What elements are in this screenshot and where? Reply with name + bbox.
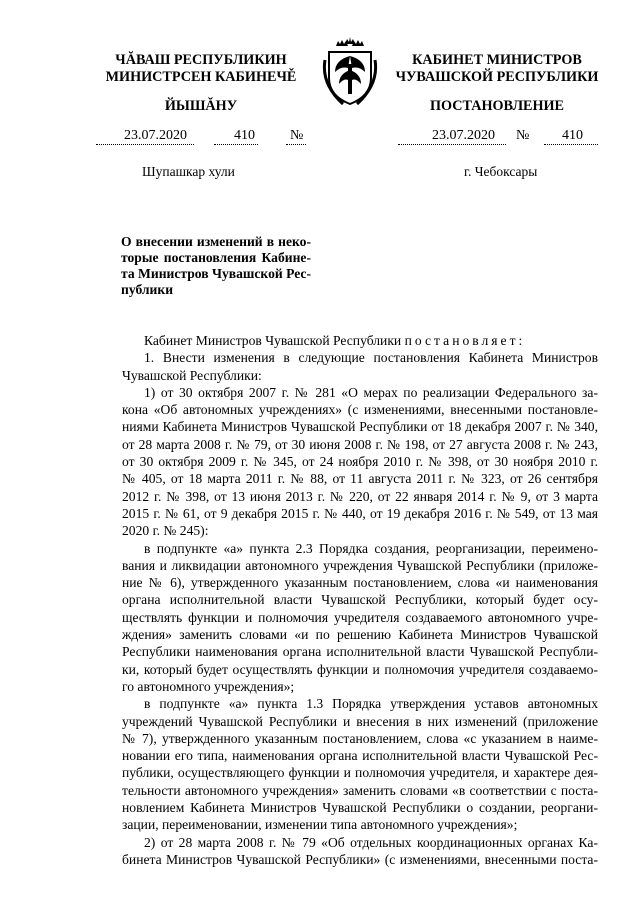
body-line: в подпункте «а» пункта 2.3 Порядка создания, реорганизации, переимено- bbox=[144, 540, 598, 556]
body-line: ние № 6), утвержденного указанным постановлением, слова «и наименования bbox=[122, 575, 598, 591]
header-left-line-1: ЧĂВАШ РЕСПУБЛИКИН bbox=[115, 52, 287, 68]
body-line: ки, который будет осуществлять функции и полномочия учредителя создаваемо- bbox=[122, 661, 598, 677]
body-line: публики, осуществляющего функции и полномочия учредителя, и характере дея- bbox=[122, 765, 598, 781]
body-line: кона «Об автономных учреждениях» (с изменениями, внесенными постановле- bbox=[122, 402, 598, 418]
body-line: от 30 октября 2009 г. № 345, от 24 ноября 2010 г. № 398, от 30 ноября 2010 г. bbox=[122, 454, 598, 470]
body-line: 1) от 30 октября 2007 г. № 281 «О мерах по реализации Федерального за- bbox=[144, 384, 598, 400]
chuvashia-coat-of-arms-icon bbox=[321, 36, 379, 108]
header-left-title: ЙЫШĂНУ bbox=[164, 98, 238, 114]
body-line: бинета Министров Чувашской Республики» (с изменениями, внесенными поста- bbox=[122, 851, 598, 867]
header-right-title: ПОСТАНОВЛЕНИЕ bbox=[429, 98, 565, 114]
date-right: 23.07.2020 bbox=[432, 128, 495, 143]
date-number-left bbox=[96, 128, 306, 146]
number-sign-left: № bbox=[290, 128, 304, 143]
body-line: органа исполнительной власти Чувашской Республики, который будет осу- bbox=[122, 592, 598, 608]
body-line: 2015 г. № 61, от 9 декабря 2015 г. № 440, от 19 декабря 2016 г. № 549, от 13 мая bbox=[122, 505, 598, 521]
body-line: вания и ликвидации автономного учреждения Чувашской Республики (приложе- bbox=[122, 557, 598, 573]
body-line: Республики наименования органа исполнительной власти Чувашской Республи- bbox=[122, 644, 598, 660]
header-left-line-2: МИНИСТРСЕН КАБИНЕЧĚ bbox=[105, 69, 297, 85]
body-line: № 405, от 18 марта 2011 г. № 88, от 11 августа 2011 г. № 323, от 26 сентября bbox=[122, 471, 598, 487]
body-line: в подпункте «а» пункта 1.3 Порядка утверждения уставов автономных bbox=[144, 696, 598, 712]
preamble-spaced: постановляет: bbox=[404, 333, 526, 348]
subject-line: публики bbox=[121, 282, 174, 297]
date-left: 23.07.2020 bbox=[124, 128, 187, 143]
body-line: новлением Кабинета Министров Чувашской Республики о создании, реоргани- bbox=[122, 800, 598, 816]
body-line: № 7), утвержденного указанным постановлением, слова «с указанием в наиме- bbox=[122, 730, 598, 746]
number-left: 410 bbox=[234, 128, 255, 143]
preamble bbox=[122, 332, 598, 349]
body-line: 2012 г. № 398, от 13 июня 2013 г. № 220, от 22 января 2014 г. № 9, от 3 марта bbox=[122, 488, 598, 504]
body-line: ждения» заменить словами «и по решению Кабинета Министров Чувашской bbox=[122, 627, 598, 643]
body-line: го автономного учреждения»; bbox=[122, 678, 295, 694]
preamble-text: Кабинет Министров Чувашской Республики bbox=[144, 333, 405, 348]
date-number-right bbox=[398, 128, 598, 146]
header-right bbox=[386, 52, 608, 86]
body-line: 1. Внести изменения в следующие постановления Кабинета Министров bbox=[144, 350, 598, 366]
body-line: тельности автономного учреждения» заменить словами «в соответствии с поста- bbox=[122, 782, 598, 798]
subject-line: торые постановления Кабине- bbox=[121, 250, 311, 265]
body-line: Чувашской Республики: bbox=[122, 367, 262, 383]
body-line: 2) от 28 марта 2008 г. № 79 «Об отдельных координационных органах Ка- bbox=[144, 834, 598, 850]
header-right-line-1: КАБИНЕТ МИНИСТРОВ bbox=[412, 52, 582, 68]
body-line: от 28 марта 2008 г. № 79, от 30 июня 2008 г. № 198, от 27 августа 2008 г. № 243, bbox=[122, 436, 598, 452]
number-right: 410 bbox=[562, 128, 583, 143]
place-left: Шупашкар хули bbox=[142, 164, 235, 179]
subject-line: та Министров Чувашской Рес- bbox=[121, 266, 311, 281]
place-right: г. Чебоксары bbox=[464, 164, 538, 179]
body-line: зации, переименовании, изменении типа автономного учреждения»; bbox=[122, 817, 518, 833]
body-line: ществлять функции и полномочия учредителя создаваемого автономного учре- bbox=[122, 609, 598, 625]
body-line: 2020 г. № 245): bbox=[122, 523, 209, 539]
body-line: учреждений Чувашской Республики и внесения в них изменений (приложение bbox=[122, 713, 598, 729]
subject-line: О внесении изменений в неко- bbox=[121, 234, 311, 249]
header-left bbox=[92, 52, 310, 86]
body-line: ниями Кабинета Министров Чувашской Республики от 18 декабря 2007 г. № 340, bbox=[122, 419, 598, 435]
document-subject bbox=[121, 234, 311, 298]
number-sign-right: № bbox=[516, 128, 530, 143]
header-right-line-2: ЧУВАШСКОЙ РЕСПУБЛИКИ bbox=[395, 69, 599, 85]
body-line: новании его типа, наименования органа исполнительной власти Чувашской Рес- bbox=[122, 748, 598, 764]
document-body bbox=[122, 332, 598, 868]
